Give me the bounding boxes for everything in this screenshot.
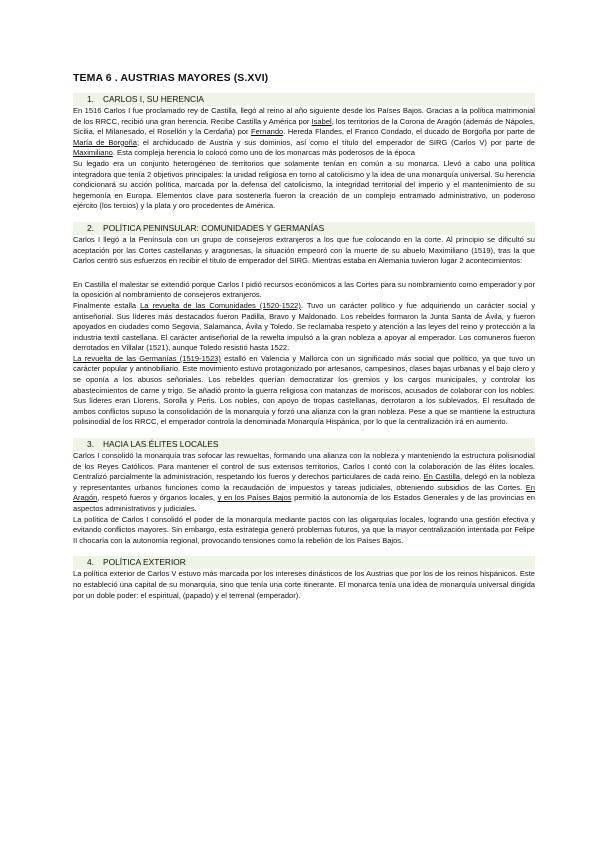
text-run: En 1516 Carlos I fue proclamado rey de Castilla, llegó al reino al año siguiente desde los Países Bajos. Gracias a la política matrimonial de los RRCC, recibió una gran herencia. Recibe Castilla y América por xyxy=(73,106,535,126)
underlined-term: Fernando xyxy=(250,127,284,137)
text-run: ; el archiducado de Austria y sus dominios, así como el título del emperador de SIRG (Carlos V) por parte de xyxy=(136,137,535,147)
section-1-title: CARLOS I, SU HERENCIA xyxy=(103,94,204,104)
section-1-paragraph-1 xyxy=(73,106,535,159)
section-4-title: POLÍTICA EXTERIOR xyxy=(103,557,186,568)
text-run: . Esta compleja herencia lo colocó como uno de los monarcas más poderosos de la época xyxy=(112,148,415,158)
section-3-paragraph-2: La política de Carlos I consolidó el poder de la monarquía mediante pactos con las oligarquías locales, logrando una gestión efectiva y evitando conflictos mayores. Sin embargo, esta estrategia generó problemas futuros, ya que la mayor centralización intentada por Felipe II chocaría con la autonomía regional, provocando tensiones como la rebelión de los Países Bajos. xyxy=(73,514,535,545)
section-2-title: POLÍTICA PENINSULAR: COMUNIDADES Y GERMANÍAS xyxy=(103,222,325,233)
section-1-heading xyxy=(73,93,535,106)
text-run: permitió la autonomía de los Estados Generales y de las provincias en aspectos administrativos y judiciales. xyxy=(73,493,535,513)
section-4-heading xyxy=(73,556,535,569)
section-3-paragraph-1 xyxy=(73,451,535,515)
text-run: . Hereda Flandes, el Franco Condado, el ducado de Borgoña por parte de xyxy=(283,127,535,137)
text-run: Finalmente estalla xyxy=(73,300,141,310)
section-2-paragraph-4 xyxy=(73,354,535,428)
section-2-paragraph-2: En Castilla el malestar se extendió porque Carlos I pidió recursos económicos a las Cortes para su nombramiento como emperador y por la oposición al nombramiento de consejeros extranjeros. xyxy=(73,279,535,300)
section-2-number: 2. xyxy=(87,222,94,233)
section-4-number: 4. xyxy=(87,557,94,568)
underlined-term: Isabel xyxy=(311,116,332,126)
underlined-term: La revuelta de las Germanías (1519-1523) xyxy=(73,353,221,363)
section-2-paragraph-1: Carlos I llegó a la Península con un grupo de consejeros extranjeros a los que fue colocando en la corte. Al principio se dificultó su aceptación por las Cortes castellanas y aragonesas, la situación empeoró con la muerte de su abuelo Maximiliano (1519), tras la que Carlos centró sus esfuerzos en recibir el título de emperador del SIRG. Mientras estaba en Alemania tuvieron lugar 2 acontecimientos: xyxy=(73,234,535,266)
section-1-paragraph-2: Su legado era un conjunto heterogéneo de territorios que solamente tenían en común a su monarca. Llevó a cabo una política integradora que tenía 2 objetivos principales: la unidad religiosa en torno al catolicismo y la idea de una monarquía universal. Su herencia condicionará su acción política, marcada por la defensa del catolicismo, la integridad territorial del imperio y el mantenimiento de su hegemonía en Europa. Elementos clave para sostenerla fueron la creación de un complejo entramado administrativo, un poderoso ejército (los tercios) y la plata y oro procedentes de América. xyxy=(73,158,535,211)
underlined-term: y en los Países Bajos xyxy=(217,493,292,503)
section-3-title: HACIA LAS ÉLITES LOCALES xyxy=(103,439,219,450)
text-run: . Tuvo un carácter político y fue adquiriendo un carácter social y antiseñorial. Sus líderes más destacados fueron Padilla, Bravo y Maldonado. Los rebeldes formaron la Junta Santa de Ávila, y fueron apoyados en ciudades como Segovia, Salamanca, Ávila y Toledo. Se reclamaba respeto y atención a las leyes del reino y protección a la industria textil castellana. El carácter antiseñorial de la rewelta impulsó a la gran nobleza a apoyar al emperador. Los comuneros fueron derrotados en Villalar (1521), aunque Toledo resistió hasta 1522. xyxy=(73,300,535,353)
section-1-number: 1. xyxy=(87,94,94,104)
underlined-term: En Castilla xyxy=(423,472,460,482)
section-3-heading xyxy=(73,438,535,451)
underlined-term: María de Borgoña xyxy=(73,137,137,147)
section-4-paragraph-1: La política exterior de Carlos V estuvo más marcada por los intereses dinásticos de los Austrias que por los de los reinos hispánicos. Este no estableció una capital de su monarquía, sino que tenía una corte itinerante. El monarca tenía una idea de monarquía universal dirigida por un doble poder: el espiritual, (papado) y el terrenal (emperador). xyxy=(73,569,535,600)
text-run: estalló en Valencia y Mallorca con un significado más social que político, ya que tuvo un carácter popular y antinobiliario. Este movimiento estuvo protagonizado por artesanos, campesinos, clases bajas urbanas y el bajo clero y se oponía a los abusos señoriales. Los rebeldes querían democratizar los gremios y los cargos municipales, y controlar los abastecimientos de carne y trigo. Se añadió pronto la guerra religiosa con matanzas de moriscos, acusados de colaborar con los nobles. Sus líderes eran Llorens, Sorolla y Peris. Los nobles, con apoyo de tropas castellanas, derrotaron a los sublevados. El resultado de ambos conflictos supuso la consolidación de la monarquía y forzó una alianza con la gran nobleza. Pese a que se mantiene la estructura polisinodial de los RRCC, el emperador controla la denominada Monarquía Hispánica, por lo que la centralización irá en aumento. xyxy=(73,353,535,427)
text-run: , respetó fueros y órganos locales, xyxy=(97,493,218,503)
section-2-heading xyxy=(73,222,535,235)
document-title: TEMA 6 . AUSTRIAS MAYORES (S.XVI) xyxy=(73,72,269,84)
section-2-paragraph-3 xyxy=(73,301,535,354)
text-run: , los territorios de la Corona de Aragón (además de Nápoles, Sicilia, el Milanesado, el Rosellón y la Cerdaña) por xyxy=(73,116,535,137)
underlined-term: Maximiliano xyxy=(73,148,113,158)
underlined-term: La revuelta de las Comunidades (1520-1522) xyxy=(140,300,301,310)
text-run: Carlos I consolidó la monarquía tras sofocar las rewueltas, formando una alianza con la nobleza y manteniendo la estructura polisinodial de los Reyes Católicos. Para mantener el control de sus extensos territorios, Carlos I contó con la colaboración de las élites locales. Centralizó parcialmente la administración, respetando los fueros y derechos particulares de cada reino. xyxy=(73,451,535,482)
document-page xyxy=(73,72,535,601)
underlined-term: En Aragón xyxy=(73,482,535,503)
section-3-number: 3. xyxy=(87,439,94,450)
text-run: , delegó en la nobleza y representantes urbanos funciones como la recaudación de impuestos y tareas judiciales, obteniendo subsidios de las Cortes. xyxy=(73,472,535,492)
